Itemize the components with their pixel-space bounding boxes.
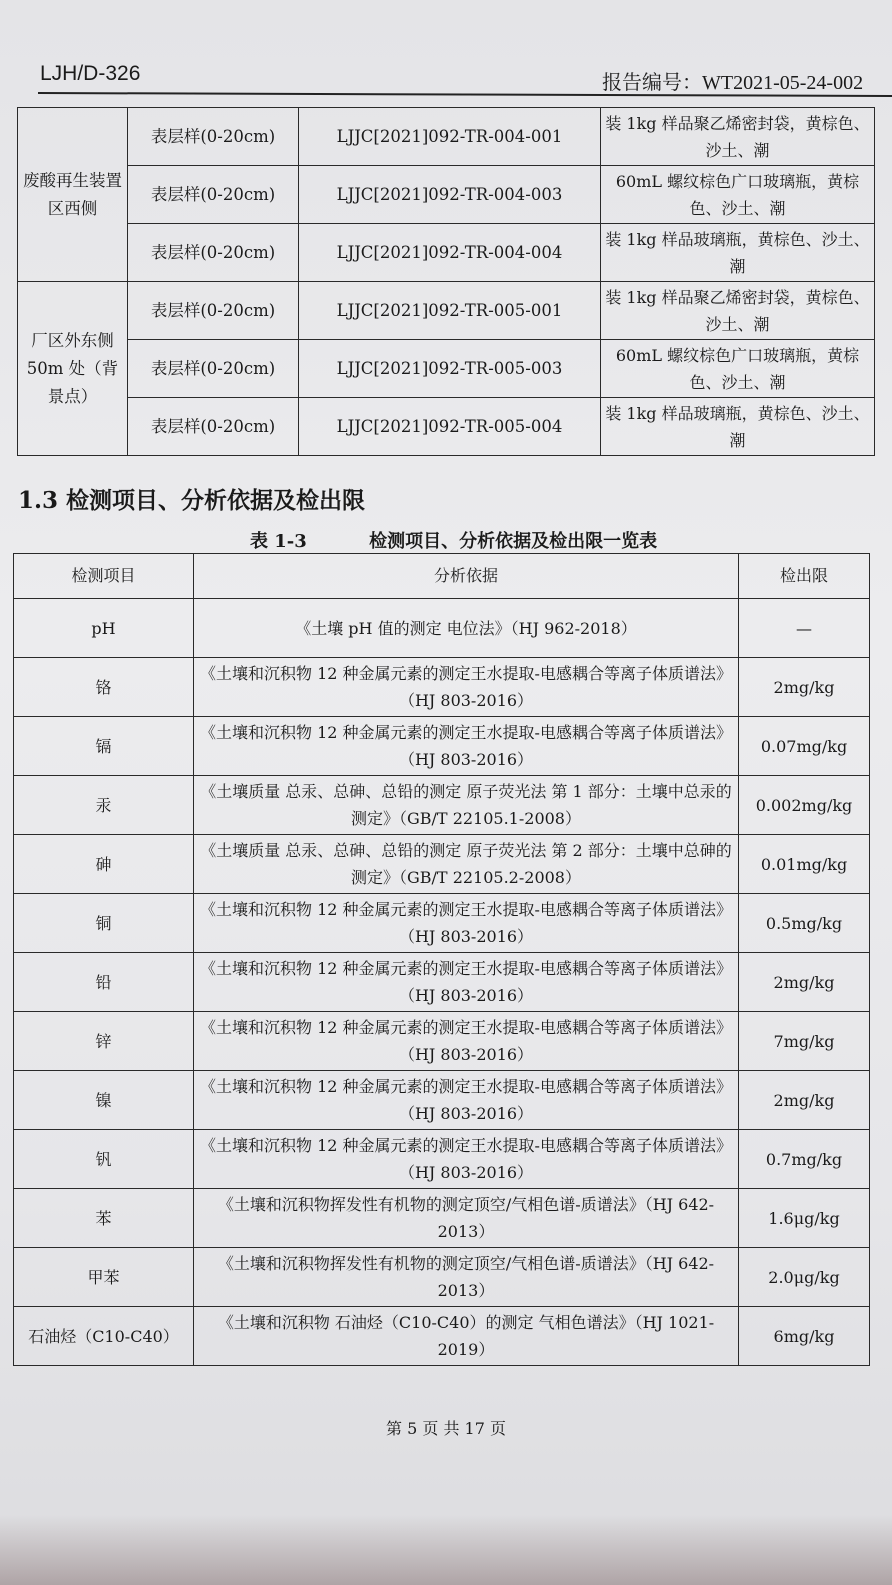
detection-limit: 0.002mg/kg (739, 776, 870, 835)
detection-item: 砷 (14, 835, 194, 894)
photo-shadow (0, 1515, 892, 1585)
detection-basis: 《土壤和沉积物挥发性有机物的测定顶空/气相色谱-质谱法》（HJ 642-2013） (194, 1248, 739, 1307)
detection-basis: 《土壤和沉积物挥发性有机物的测定顶空/气相色谱-质谱法》（HJ 642-2013） (194, 1189, 739, 1248)
detection-table (13, 553, 870, 1366)
detection-item: pH (14, 599, 194, 658)
detection-row (14, 835, 870, 894)
detection-item: 镉 (14, 717, 194, 776)
sample-layer: 表层样(0-20cm) (128, 108, 299, 166)
detection-basis: 《土壤和沉积物 12 种金属元素的测定王水提取-电感耦合等离子体质谱法》（HJ 803-2016） (194, 1012, 739, 1071)
detection-limit: 2mg/kg (739, 1071, 870, 1130)
sample-code: LJJC[2021]092-TR-004-001 (299, 108, 601, 166)
detection-basis: 《土壤 pH 值的测定 电位法》（HJ 962-2018） (194, 599, 739, 658)
sample-description: 装 1kg 样品玻璃瓶，黄棕色、沙土、潮 (601, 398, 875, 456)
sample-code: LJJC[2021]092-TR-005-001 (299, 282, 601, 340)
detection-item: 铜 (14, 894, 194, 953)
sample-code: LJJC[2021]092-TR-005-003 (299, 340, 601, 398)
detection-row (14, 717, 870, 776)
detection-limit: 6mg/kg (739, 1307, 870, 1366)
sample-row (18, 108, 875, 166)
detection-limit: 0.7mg/kg (739, 1130, 870, 1189)
sample-layer: 表层样(0-20cm) (128, 340, 299, 398)
section-title: 1.3 检测项目、分析依据及检出限 (18, 487, 366, 514)
sample-table (17, 107, 875, 456)
detection-limit: 1.6μg/kg (739, 1189, 870, 1248)
header-basis: 分析依据 (194, 554, 739, 599)
detection-row (14, 776, 870, 835)
sample-row (18, 224, 875, 282)
sample-table-body (18, 108, 875, 456)
detection-item: 铅 (14, 953, 194, 1012)
detection-item: 石油烃（C10-C40） (14, 1307, 194, 1366)
sample-row (18, 340, 875, 398)
detection-basis: 《土壤和沉积物 12 种金属元素的测定王水提取-电感耦合等离子体质谱法》（HJ 803-2016） (194, 1130, 739, 1189)
sample-description: 装 1kg 样品聚乙烯密封袋，黄棕色、沙土、潮 (601, 282, 875, 340)
detection-item: 苯 (14, 1189, 194, 1248)
sample-code: LJJC[2021]092-TR-004-003 (299, 166, 601, 224)
detection-limit: 0.07mg/kg (739, 717, 870, 776)
detection-basis: 《土壤和沉积物 12 种金属元素的测定王水提取-电感耦合等离子体质谱法》（HJ 803-2016） (194, 717, 739, 776)
sample-code: LJJC[2021]092-TR-004-004 (299, 224, 601, 282)
sample-row (18, 282, 875, 340)
sample-row (18, 166, 875, 224)
detection-basis: 《土壤质量 总汞、总砷、总铅的测定 原子荧光法 第 1 部分：土壤中总汞的测定》（GB/T 22105.1-2008） (194, 776, 739, 835)
table-number: 表 1-3 (250, 531, 307, 552)
detection-row (14, 1307, 870, 1366)
detection-limit: 2mg/kg (739, 658, 870, 717)
detection-basis: 《土壤和沉积物 12 种金属元素的测定王水提取-电感耦合等离子体质谱法》（HJ 803-2016） (194, 894, 739, 953)
detection-item: 铬 (14, 658, 194, 717)
detection-row (14, 1130, 870, 1189)
detection-row (14, 658, 870, 717)
sample-layer: 表层样(0-20cm) (128, 224, 299, 282)
detection-row (14, 894, 870, 953)
detection-item: 锌 (14, 1012, 194, 1071)
detection-row (14, 599, 870, 658)
detection-row (14, 1248, 870, 1307)
detection-table-body (14, 599, 870, 1366)
detection-limit: 0.01mg/kg (739, 835, 870, 894)
sample-row (18, 398, 875, 456)
detection-limit: 0.5mg/kg (739, 894, 870, 953)
sample-code: LJJC[2021]092-TR-005-004 (299, 398, 601, 456)
sample-description: 60mL 螺纹棕色广口玻璃瓶，黄棕色、沙土、潮 (601, 340, 875, 398)
header-limit: 检出限 (739, 554, 870, 599)
detection-limit: 2mg/kg (739, 953, 870, 1012)
sample-location: 厂区外东侧50m 处（背景点） (18, 282, 128, 456)
detection-basis: 《土壤和沉积物 12 种金属元素的测定王水提取-电感耦合等离子体质谱法》（HJ 803-2016） (194, 658, 739, 717)
detection-item: 汞 (14, 776, 194, 835)
sample-layer: 表层样(0-20cm) (128, 398, 299, 456)
detection-row (14, 1189, 870, 1248)
sample-location: 废酸再生装置区西侧 (18, 108, 128, 282)
detection-basis: 《土壤和沉积物 石油烃（C10-C40）的测定 气相色谱法》（HJ 1021-2019） (194, 1307, 739, 1366)
detection-limit: 2.0μg/kg (739, 1248, 870, 1307)
detection-basis: 《土壤质量 总汞、总砷、总铅的测定 原子荧光法 第 2 部分：土壤中总砷的测定》（GB/T 22105.2-2008） (194, 835, 739, 894)
doc-code: LJH/D-326 (40, 62, 141, 85)
sample-description: 装 1kg 样品聚乙烯密封袋，黄棕色、沙土、潮 (601, 108, 875, 166)
report-number: 报告编号：WT2021-05-24-002 (602, 72, 864, 94)
detection-header-row (14, 554, 870, 599)
sample-layer: 表层样(0-20cm) (128, 166, 299, 224)
page-number: 第 5 页 共 17 页 (386, 1419, 506, 1438)
detection-row (14, 1012, 870, 1071)
detection-basis: 《土壤和沉积物 12 种金属元素的测定王水提取-电感耦合等离子体质谱法》（HJ 803-2016） (194, 1071, 739, 1130)
detection-row (14, 953, 870, 1012)
table-caption-text: 检测项目、分析依据及检出限一览表 (369, 531, 658, 552)
detection-item: 甲苯 (14, 1248, 194, 1307)
detection-basis: 《土壤和沉积物 12 种金属元素的测定王水提取-电感耦合等离子体质谱法》（HJ 803-2016） (194, 953, 739, 1012)
sample-description: 装 1kg 样品玻璃瓶，黄棕色、沙土、潮 (601, 224, 875, 282)
table-caption (250, 527, 657, 553)
detection-item: 镍 (14, 1071, 194, 1130)
header-item: 检测项目 (14, 554, 194, 599)
detection-limit: 7mg/kg (739, 1012, 870, 1071)
detection-limit: — (739, 599, 870, 658)
sample-layer: 表层样(0-20cm) (128, 282, 299, 340)
sample-description: 60mL 螺纹棕色广口玻璃瓶，黄棕色、沙土、潮 (601, 166, 875, 224)
detection-item: 钒 (14, 1130, 194, 1189)
detection-row (14, 1071, 870, 1130)
